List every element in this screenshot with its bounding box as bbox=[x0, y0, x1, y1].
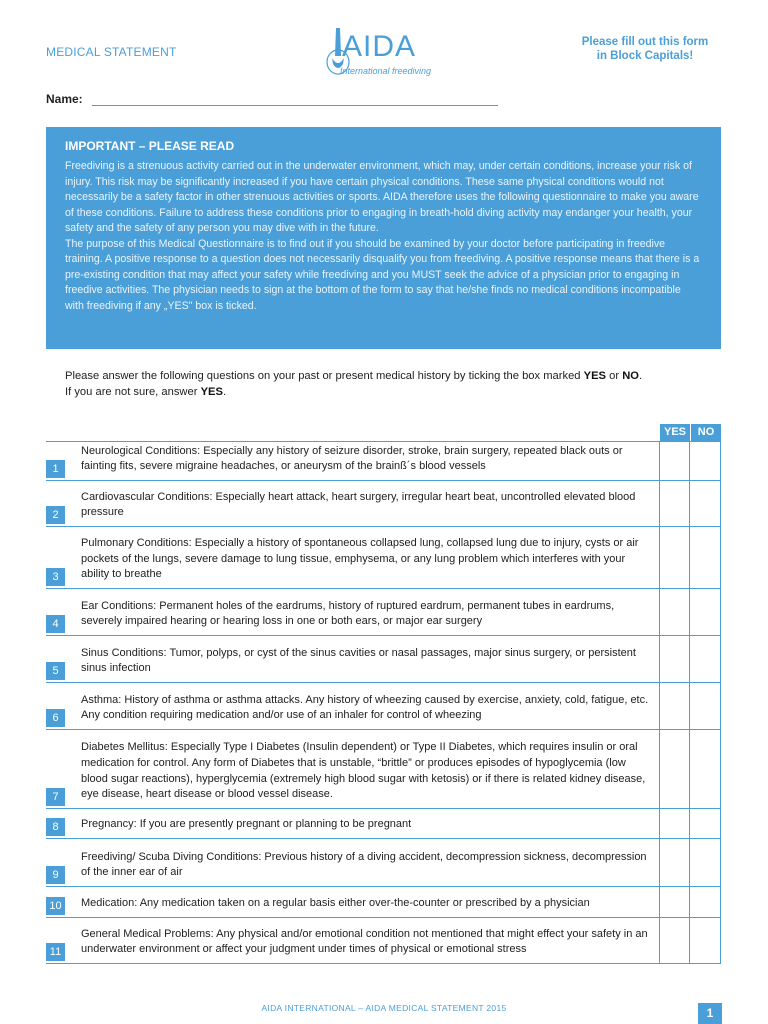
important-paragraph-1: Freediving is a strenuous activity carried out in the underwater environment, which may, under certain conditions, increase your risk of injury. This risk may be significantly increased if you have certain physical conditions. These same physical conditions would not necessarily be a safety factor in other strenuous activities or sports. AIDA therefore uses the following questionnaire to make you aware of these conditions. Failure to address these conditions prior to engaging in breath-hold diving activity may endanger your health, your safety and the safety of any person you may dive with in the future. bbox=[65, 160, 699, 234]
question-number: 6 bbox=[46, 709, 65, 727]
no-checkbox[interactable] bbox=[689, 918, 721, 963]
yes-checkbox[interactable] bbox=[659, 683, 690, 729]
question-row bbox=[46, 809, 721, 839]
intro-text-4: . bbox=[222, 385, 227, 398]
question-text: Asthma: History of asthma or asthma attacks. Any history of wheezing caused by exercise, anxiety, cold, fatigue, etc. Any condition requiring medication and/or use of an inhaler for control of wheezing bbox=[81, 693, 649, 722]
no-checkbox[interactable] bbox=[689, 839, 721, 886]
question-text: General Medical Problems: Any physical and/or emotional condition not mentioned that might effect your safety in an underwater environment or affect your judgment under times of physical or emotional stress bbox=[81, 927, 648, 956]
intro-yes-2: YES bbox=[200, 385, 223, 398]
important-paragraph-2: The purpose of this Medical Questionnaire is to find out if you should be examined by your doctor before participating in freedive training. A positive response to a question does not necessarily disqualify you from freediving. A positive response means that there is a pre-existing condition that may affect your safety while freediving and you MUST seek the advice of a physician prior to engaging in freedive activities. The physician needs to sign at the bottom of the form to say that he/she finds no medical conditions incompatible with freediving if any „YES" box is ticked. bbox=[65, 237, 700, 312]
yes-checkbox[interactable] bbox=[659, 589, 690, 635]
important-title: IMPORTANT – PLEASE READ bbox=[65, 139, 235, 153]
question-row bbox=[46, 442, 721, 481]
question-row bbox=[46, 683, 721, 730]
yes-no-header bbox=[660, 424, 721, 441]
question-number: 11 bbox=[46, 943, 65, 961]
questions-table bbox=[46, 441, 721, 964]
intro-text-2: . bbox=[638, 370, 643, 382]
intro-no: NO bbox=[622, 370, 639, 382]
yes-checkbox[interactable] bbox=[659, 809, 690, 838]
block-capitals-instructions bbox=[560, 35, 730, 63]
question-number: 1 bbox=[46, 460, 65, 478]
question-number: 3 bbox=[46, 568, 65, 586]
intro-text-1: Please answer the following questions on your past or present medical history by ticking the box marked bbox=[65, 370, 584, 382]
important-notice-box bbox=[46, 127, 721, 349]
no-checkbox[interactable] bbox=[689, 683, 721, 729]
aida-logo bbox=[322, 24, 452, 80]
question-row bbox=[46, 887, 721, 918]
no-checkbox[interactable] bbox=[689, 527, 721, 588]
yes-checkbox[interactable] bbox=[659, 442, 690, 480]
no-checkbox[interactable] bbox=[689, 730, 721, 808]
question-text: Neurological Conditions: Especially any history of seizure disorder, stroke, brain surgery, repeated black outs or fainting fits, severe migraine headaches, or aneurysm of the brainß´s blood vessels bbox=[81, 444, 623, 473]
name-label: Name: bbox=[46, 92, 83, 106]
instructions-line-1: Please fill out this form bbox=[581, 36, 709, 48]
yes-checkbox[interactable] bbox=[659, 887, 690, 917]
footer-text: AIDA INTERNATIONAL – AIDA MEDICAL STATEMENT 2015 bbox=[261, 1003, 507, 1013]
question-text: Pregnancy: If you are presently pregnant or planning to be pregnant bbox=[81, 818, 412, 831]
logo-tagline: International freediving bbox=[340, 66, 432, 76]
name-field[interactable] bbox=[92, 105, 498, 106]
question-text: Freediving/ Scuba Diving Conditions: Previous history of a diving accident, decompression sickness, decompression of the inner ear of air bbox=[81, 850, 647, 879]
question-row bbox=[46, 636, 721, 683]
question-text: Pulmonary Conditions: Especially a history of spontaneous collapsed lung, collapsed lung due to injury, cysts or air pockets of the lungs, severe damage to lung tissue, emphysema, or any lung problem which interferes with your ability to breathe bbox=[81, 536, 639, 581]
question-text: Ear Conditions: Permanent holes of the eardrums, history of ruptured eardrum, permanent tubes in eardrums, severely impaired hearing or hearing loss in one or both ears, or major ear surgery bbox=[81, 599, 615, 628]
question-number: 9 bbox=[46, 866, 65, 884]
no-checkbox[interactable] bbox=[689, 589, 721, 635]
logo-wordmark: AIDA bbox=[342, 30, 417, 63]
yes-checkbox[interactable] bbox=[659, 730, 690, 808]
question-row bbox=[46, 481, 721, 527]
question-row bbox=[46, 918, 721, 964]
question-text: Sinus Conditions: Tumor, polyps, or cyst of the sinus cavities or nasal passages, major sinus surgery, or persistent sinus infection bbox=[81, 646, 636, 675]
question-row bbox=[46, 527, 721, 589]
no-checkbox[interactable] bbox=[689, 636, 721, 682]
question-text: Diabetes Mellitus: Especially Type I Diabetes (Insulin dependent) or Type II Diabetes, which requires insulin or oral medication for control. Any form of Diabetes that is unstable, “brittle” or produces episodes of hypoglycemia (low blood sugar reactions), hyperglycemia (extremely high blood sugar with ketosis) or if there is related kidney disease, eye disease, heart disease or blood vessel disease. bbox=[81, 741, 646, 801]
no-checkbox[interactable] bbox=[689, 887, 721, 917]
yes-checkbox[interactable] bbox=[659, 839, 690, 886]
page-number: 1 bbox=[698, 1003, 722, 1024]
question-row bbox=[46, 730, 721, 809]
no-checkbox[interactable] bbox=[689, 442, 721, 480]
yes-checkbox[interactable] bbox=[659, 918, 690, 963]
no-checkbox[interactable] bbox=[689, 809, 721, 838]
intro-text-3: If you are not sure, answer bbox=[65, 385, 201, 398]
question-text: Cardiovascular Conditions: Especially heart attack, heart surgery, irregular heart beat, uncontrolled elevated blood pressure bbox=[81, 490, 636, 519]
question-row bbox=[46, 839, 721, 887]
yes-checkbox[interactable] bbox=[659, 527, 690, 588]
question-number: 4 bbox=[46, 615, 65, 633]
no-checkbox[interactable] bbox=[689, 481, 721, 526]
yes-checkbox[interactable] bbox=[659, 481, 690, 526]
yes-checkbox[interactable] bbox=[659, 636, 690, 682]
no-column-header: NO bbox=[690, 424, 721, 441]
document-title: MEDICAL STATEMENT bbox=[46, 45, 177, 59]
question-number: 2 bbox=[46, 506, 65, 524]
question-text: Medication: Any medication taken on a regular basis either over-the-counter or prescribed by a physician bbox=[81, 897, 590, 910]
yes-column-header: YES bbox=[660, 424, 690, 441]
question-number: 5 bbox=[46, 662, 65, 680]
question-number: 10 bbox=[46, 897, 65, 915]
question-row bbox=[46, 589, 721, 636]
question-number: 7 bbox=[46, 788, 65, 806]
question-number: 8 bbox=[46, 818, 65, 836]
intro-or: or bbox=[606, 370, 623, 382]
intro-yes: YES bbox=[583, 370, 607, 382]
instructions-line-2: in Block Capitals! bbox=[596, 50, 694, 62]
answer-instructions bbox=[65, 369, 725, 400]
